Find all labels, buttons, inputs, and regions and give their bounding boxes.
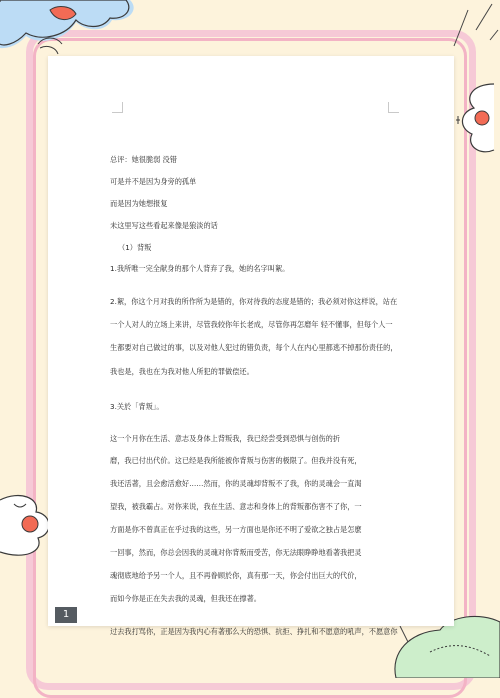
text-line: 而是因为她想报复: [110, 199, 168, 208]
text-line: 方面是你不曾真正在乎过我的这些，另一方面也是你还不明了爱欲之独占是怎麽: [110, 525, 362, 534]
section-heading: （1）背叛: [118, 243, 152, 252]
text-line: 我还活著，且会愈活愈好……然而，你的灵魂却背叛不了我，你的灵魂会一直渴: [110, 479, 362, 488]
text-line: 生都要对自己做过的事，以及对他人犯过的错负责，每个人在内心里都逃不掉那份责任的，: [110, 343, 398, 352]
flower-doodle-right-icon: [454, 80, 500, 160]
text-line: 3.关於「背叛」。: [110, 402, 164, 411]
crop-mark-top-left: [112, 102, 123, 113]
text-line: 一回事，然而，你总会因我的灵魂对你背叛而受苦，你无法眼睁睁地看著我把灵: [110, 548, 362, 557]
text-line: 而如今你是正在失去我的灵魂，但我还在撑著。: [110, 594, 261, 603]
corner-lines-top-right-icon: [446, 0, 500, 50]
text-line: 魂彻底地给予另一个人，且不再眷顾於你，真有那一天，你会付出巨大的代价，: [110, 571, 362, 580]
text-line: 未这里写这些看起来像是狼淡的话: [110, 221, 218, 230]
text-line: 望我，被我霸占。对你来说，我在生活、意志和身体上的背叛都伤害不了你，一: [110, 502, 362, 511]
crop-mark-top-right: [388, 102, 399, 113]
text-line: 一个人对人的立场上来讲，尽管我较你年长老成，尽管你再怎磨年 轻不懂事，但每个人一: [110, 320, 393, 329]
text-line: 可是并不是因为身旁的孤单: [110, 177, 197, 186]
text-line: 总评：她很脆弱 没错: [110, 155, 177, 164]
text-line: 磨，我已付出代价。这已经是我所能被你背叛与伤害的极限了。但我并没有死，: [110, 456, 362, 465]
text-line: 1.我所唯一完全献身的那个人背弃了我，她的名字叫絮。: [110, 264, 290, 273]
text-line: 过去我打骂你，正是因为我内心有著那么大的恐惧、抗拒、挣扎和不愿意的吼声，不愿意你: [110, 627, 398, 636]
text-line: 我也是，我也在为我对他人所犯的罪做偿还。: [110, 367, 254, 376]
document-page: [48, 56, 454, 636]
page-number: 1: [55, 607, 77, 623]
text-line: 2.絮，你这个月对我的所作所为是错的，你对待我的态度是错的；我必须对你这样说，站在: [110, 297, 398, 306]
text-line: 这一个月你在生活、意志及身体上背叛我，我已经尝受到恐惧与创伤的折: [110, 434, 341, 443]
